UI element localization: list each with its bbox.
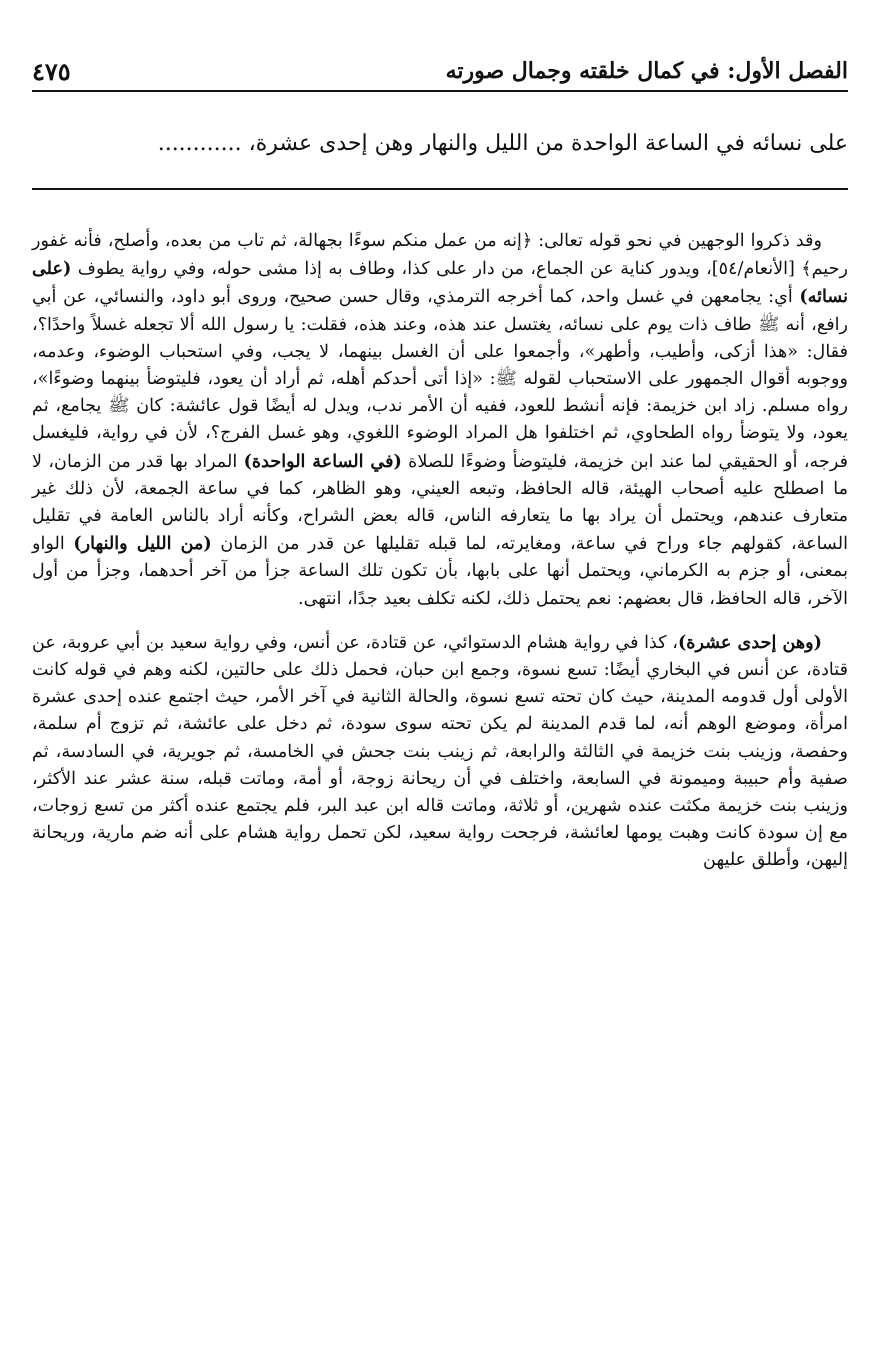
running-title: الفصل الأول: في كمال خلقته وجمال صورته (445, 58, 848, 84)
matn-separator-rule (32, 188, 848, 190)
text-run: الواو بمعنى، أو جزم به الكرماني، ويحتمل أنها على بابها، بأن تكون تلك الساعة جزأ من آخر أحدهما، وجزأ من أول الآخر، قاله الحافظ، قال بعضهم: نعم يحتمل ذلك، لكنه تكلف بعيد جدًا، انتهى. (32, 534, 848, 609)
commentary-paragraph-2 (32, 629, 848, 875)
quoted-phrase: (على نسائه) (32, 258, 848, 308)
quoted-phrase: (في الساعة الواحدة) (243, 450, 402, 472)
commentary-body (32, 228, 848, 875)
quoted-phrase: (من الليل والنهار) (73, 533, 212, 555)
text-run: ، كذا في رواية هشام الدستوائي، عن قتادة، عن أنس، وفي رواية سعيد بن أبي عروبة، عن قتادة، عن أنس في البخاري أيضًا: تسع نسوة، وجمع ابن حبان، فحمل ذلك على حالتين، لكنه وهم في قوله كانت الأولى أول قدومه المدينة، حيث كان تحته تسع نسوة، والحالة الثانية في آخر الأمر، حيث اجتمع عنده إحدى عشرة امرأة، وموضع الوهم أنه، لما قدم المدينة لم يكن تحته سوى سودة، ثم دخل على عائشة، ثم تزوج أم سلمة، وحفصة، وزينب بنت خزيمة في الثالثة والرابعة، ثم زينب بنت جحش في الخامسة، ثم جويرية، في السادسة، ثم صفية وأم حبيبة وميمونة في السابعة، واختلف في أن ريحانة زوجة، أو أمة، وماتت قبله، سنة عشر عند الأكثر، وزينب بنت خزيمة مكثت عنده شهرين، أو ثلاثة، وماتت قاله ابن عبد البر، فلم يجتمع عنده أكثر من تسع زوجات، مع إن سودة كانت وهبت يومها لعائشة، فرجحت رواية سعيد، لكن تحمل رواية هشام على أنه ضم مارية، وريحانة إليهن، وأطلق عليهن (32, 632, 848, 871)
salawat-glyph: ﷺ (108, 396, 130, 417)
text-run: طاف ذات يوم على نسائه، يغتسل عند هذه، وعند هذه، فقلت: يا رسول الله ألا تجعله غسلاً واحدًا؟، فقال: «هذا أزكى، وأطيب، وأطهر»، وأجمعوا على أن الغسل بينهما، لا يجب، وفي استحباب الوضوء، وعدمه، ووجوبه أقوال الجمهور على الاستحباب لقوله (32, 314, 848, 390)
commentary-paragraph-1 (32, 228, 848, 613)
text-run: : «إذا أتى أحدكم أهله، ثم أراد أن يعود، فليتوضأ بينهما وضوءًا»، رواه مسلم. زاد ابن خزيمة: فإنه أنشط للعود، ففيه أن الأمر ندب، ويدل له أيضًا قول عائشة: كان (32, 369, 848, 417)
text-run: وقد ذكروا الوجهين في نحو قوله تعالى: ﴿إنه من عمل منكم سوءًا بجهالة، ثم تاب من بعده، وأصلح، فأنه غفور رحيم﴾ [الأنعام/٥٤]، ويدور كناية عن الجماع، من دار على كذا، وطاف به إذا مشى حوله، وفي رواية يطوف (32, 231, 848, 280)
text-run: يجامع، ثم يعود، ولا يتوضأ رواه الطحاوي، ثم اختلفوا هل المراد الوضوء اللغوي، وهو غسل الفرج؟، لأن في رواية، فليغسل فرجه، أو الحقيقي لما عند ابن خزيمة، فليتوضأ وضوءًا للصلاة (32, 396, 848, 472)
salawat-glyph: ﷺ (495, 369, 517, 390)
salawat-glyph: ﷺ (758, 314, 780, 335)
text-run: المراد بها قدر من الزمان، لا ما اصطلح عليه أصحاب الهيئة، قاله الحافظ، وتبعه العيني، وهو الظاهر، كما في ساعة الجمعة، لأن ذلك غير متعارف عندهم، ويحتمل أن يراد بها ما يتعارفه الناس، قاله بعض الشراح، وكأنه أراد بالناس العامة في تقليل الساعة، كقولهم جاء وراح في ساعة، ومغايرته، لما قبله تقليلها عن قدر من الزمان (32, 451, 848, 555)
matn-text: على نسائه في الساعة الواحدة من الليل والنهار وهن إحدى عشرة، ............ (157, 131, 848, 156)
text-run: أي: يجامعهن في غسل واحد، كما أخرجه الترمذي، وقال حسن صحيح، وروى أبو داود، والنسائي، عن أبي رافع، أنه (32, 287, 848, 335)
page-number: ٤٧٥ (32, 56, 71, 86)
quoted-phrase: (وهن إحدى عشرة) (677, 631, 822, 653)
running-header (32, 52, 848, 92)
